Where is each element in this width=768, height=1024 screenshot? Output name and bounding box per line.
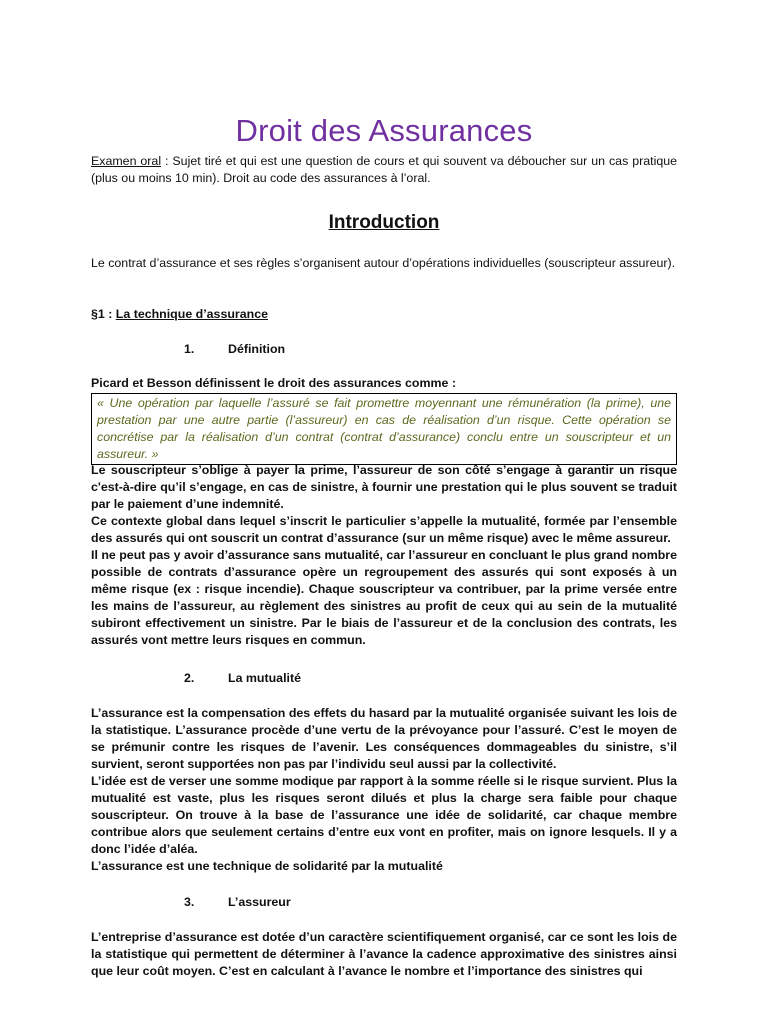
subsection-2-title: La mutualité xyxy=(228,671,301,685)
exam-label: Examen oral xyxy=(91,154,162,168)
assureur-paragraph-1: L’entreprise d’assurance est dotée d’un caractère scientifiquement organisé, car ce sont les lois de la statistique qui permettent de déterminer à l’avance la cadence approximative des sinistres ainsi que leur coût moyen. C’est en calculant à l’avance le nombre et l’importance des sinistres qui xyxy=(91,930,677,978)
intro-paragraph: Le contrat d’assurance et ses règles s’organisent autour d’opérations individuelles (souscripteur assureur). xyxy=(91,256,676,270)
definition-paragraph-1: Le souscripteur s’oblige à payer la prime, l’assureur de son côté s’engage à garantir un risque c'est-à-dire qu’il s’engage, en cas de sinistre, à fournir une prestation qui le plus souvent se traduit par le paiement d’une indemnité. xyxy=(91,463,677,511)
definition-paragraph-2: Ce contexte global dans lequel s’inscrit le particulier s’appelle la mutualité, formée par l’ensemble des assurés qui ont souscrit un contrat d’assurance (sur un même risque) avec le même assureur. xyxy=(91,514,677,545)
subsection-2-number: 2. xyxy=(184,671,195,685)
subsection-3-number: 3. xyxy=(184,895,195,909)
definition-body xyxy=(91,462,677,649)
introduction-heading: Introduction xyxy=(328,212,440,233)
exam-text: : Sujet tiré et qui est une question de cours et qui souvent va déboucher sur un cas pratique (plus ou moins 10 min). Droit au code des assurances à l’oral. xyxy=(91,154,677,185)
mutualite-paragraph-2: L’idée est de verser une somme modique par rapport à la somme réelle si le risque survient. Plus la mutualité est vaste, plus les risques seront dilués et plus la charge sera faible pour chaque souscripteur. On trouve à la base de l’assurance une idée de solidarité, car chaque membre contribue alors que seulement certains d’entre eux vont en profiter, mais on ignore lesquels. Il y a donc l’idée d’aléa. xyxy=(91,774,677,856)
subsection-3-title: L’assureur xyxy=(228,895,291,909)
mutualite-paragraph-1: L’assurance est la compensation des effets du hasard par la mutualité organisée suivant les lois de la statistique. L’assurance procède d’une vertu de la prévoyance pour l’assuré. C’est le moyen de se prémunir contre les risques de l’avenir. Les conséquences dommageables du sinistre, s’il survient, seront supportées non pas par l’individu seul aussi par la collectivité. xyxy=(91,706,677,771)
section1-title: La technique d’assurance xyxy=(115,307,268,321)
definition-intro: Picard et Besson définissent le droit des assurances comme : xyxy=(91,376,456,390)
document-title: Droit des Assurances xyxy=(235,112,533,148)
definition-paragraph-3: Il ne peut pas y avoir d’assurance sans mutualité, car l’assureur en concluant le plus grand nombre possible de contrats d’assurance opère un regroupement des assurés qui sont exposés à un même risque (ex : risque incendie). Chaque souscripteur va contribuer, par la prime versée entre les mains de l’assureur, au règlement des sinistres au profit de ceux qui au sein de la mutualité subiront effectivement un sinistre. Par le biais de l’assureur et de la conclusion des contrats, les assurés vont mettre leurs risques en commun. xyxy=(91,548,677,647)
definition-quote-box: « Une opération par laquelle l’assuré se fait promettre moyennant une rémunération (la prime), une prestation par une autre partie (l’assureur) en cas de réalisation d’un risque. Cette opération se concrétise par la réalisation d’un contrat (contrat d’assurance) conclu entre un souscripteur et un assureur. » xyxy=(91,393,677,465)
mutualite-body xyxy=(91,705,677,875)
mutualite-paragraph-3: L’assurance est une technique de solidarité par la mutualité xyxy=(91,859,443,873)
subsection-1-title: Définition xyxy=(228,342,286,356)
section1-prefix: §1 : xyxy=(91,307,116,321)
section1-heading xyxy=(91,307,677,321)
subsection-1-number: 1. xyxy=(184,342,195,356)
exam-paragraph xyxy=(91,153,677,187)
